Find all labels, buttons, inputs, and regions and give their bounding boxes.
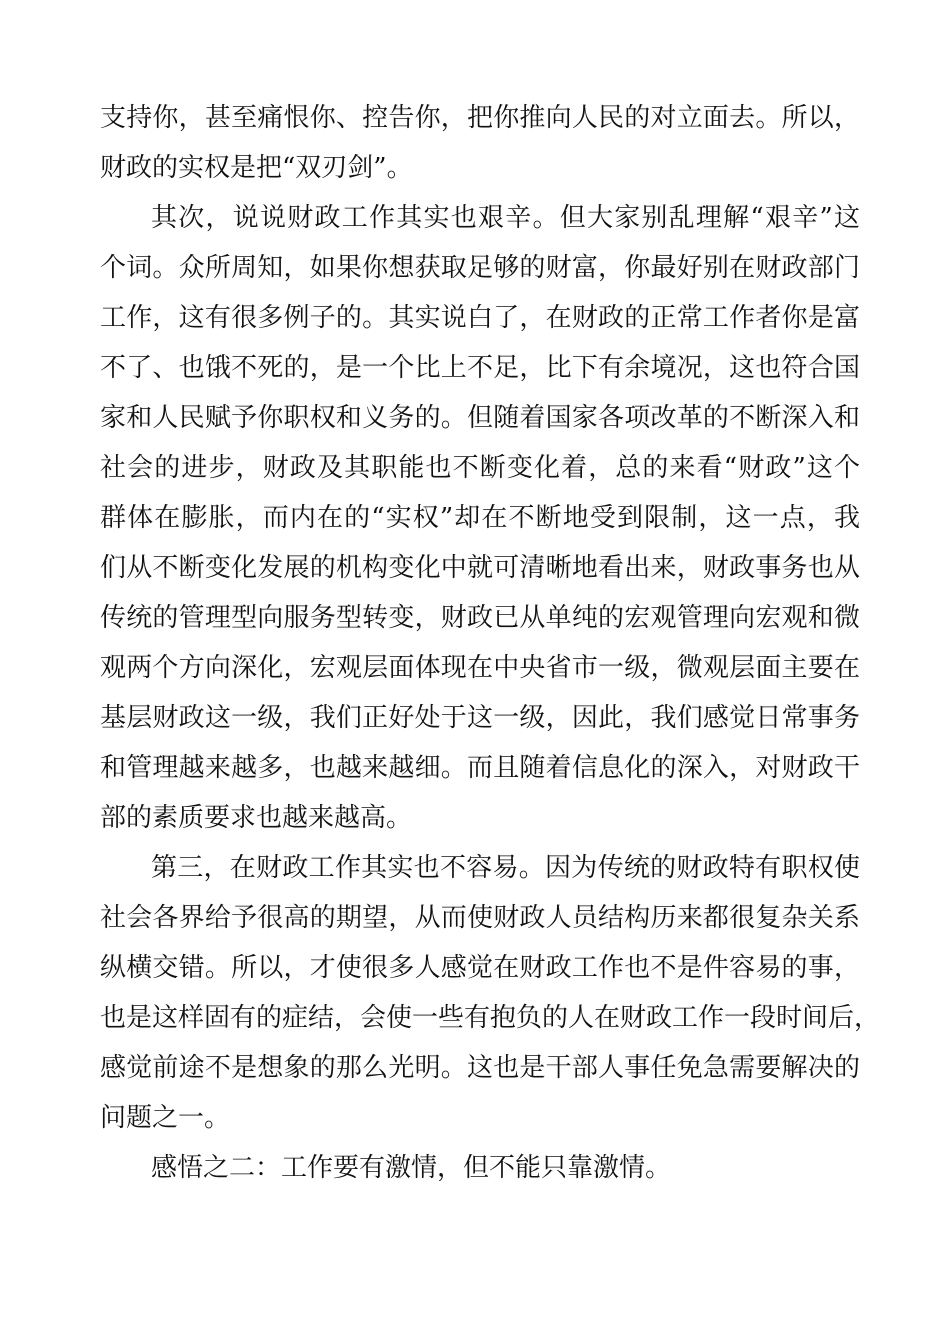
paragraph-2-line-6: 社会的进步，财政及其职能也不断变化着，总的来看“财政”这个 — [100, 453, 860, 483]
paragraph-2-line-7: 群体在膨胀，而内在的“实权”却在不断地受到限制，这一点，我 — [100, 503, 860, 533]
paragraph-2-line-12: 和管理越来越多，也越来越细。而且随着信息化的深入，对财政干 — [100, 753, 860, 783]
paragraph-2-line-11: 基层财政这一级，我们正好处于这一级，因此，我们感觉日常事务 — [100, 703, 860, 733]
paragraph-3-line-3: 纵横交错。所以，才使很多人感觉在财政工作也不是件容易的事， — [100, 953, 860, 983]
paragraph-2-line-3: 工作，这有很多例子的。其实说白了，在财政的正常工作者你是富 — [100, 303, 860, 333]
paragraph-2-line-4: 不了、也饿不死的，是一个比上不足，比下有余境况，这也符合国 — [100, 353, 860, 383]
paragraph-2-line-13: 部的素质要求也越来越高。 — [100, 803, 413, 833]
paragraph-2-line-10: 观两个方向深化，宏观层面体现在中央省市一级，微观层面主要在 — [100, 653, 860, 683]
paragraph-3-line-1: 第三，在财政工作其实也不容易。因为传统的财政特有职权使 — [151, 853, 860, 883]
paragraph-3-line-6: 问题之一。 — [100, 1103, 231, 1133]
paragraph-1-line-1: 支持你，甚至痛恨你、控告你，把你推向人民的对立面去。所以， — [100, 103, 860, 133]
paragraph-2-line-1: 其次，说说财政工作其实也艰辛。但大家别乱理解“艰辛”这 — [151, 203, 860, 233]
paragraph-2-line-8: 们从不断变化发展的机构变化中就可清晰地看出来，财政事务也从 — [100, 553, 860, 583]
paragraph-3-line-5: 感觉前途不是想象的那么光明。这也是干部人事任免急需要解决的 — [100, 1053, 860, 1083]
paragraph-1-line-2: 财政的实权是把“双刃剑”。 — [100, 153, 413, 183]
paragraph-2-line-9: 传统的管理型向服务型转变，财政已从单纯的宏观管理向宏观和微 — [100, 603, 860, 633]
paragraph-3-line-4: 也是这样固有的症结，会使一些有抱负的人在财政工作一段时间后， — [100, 1003, 881, 1033]
paragraph-4-line-1: 感悟之二：工作要有激情，但不能只靠激情。 — [151, 1153, 672, 1183]
paragraph-3-line-2: 社会各界给予很高的期望，从而使财政人员结构历来都很复杂关系 — [100, 903, 860, 933]
paragraph-2-line-2: 个词。众所周知，如果你想获取足够的财富，你最好别在财政部门 — [100, 253, 860, 283]
paragraph-2-line-5: 家和人民赋予你职权和义务的。但随着国家各项改革的不断深入和 — [100, 403, 860, 433]
